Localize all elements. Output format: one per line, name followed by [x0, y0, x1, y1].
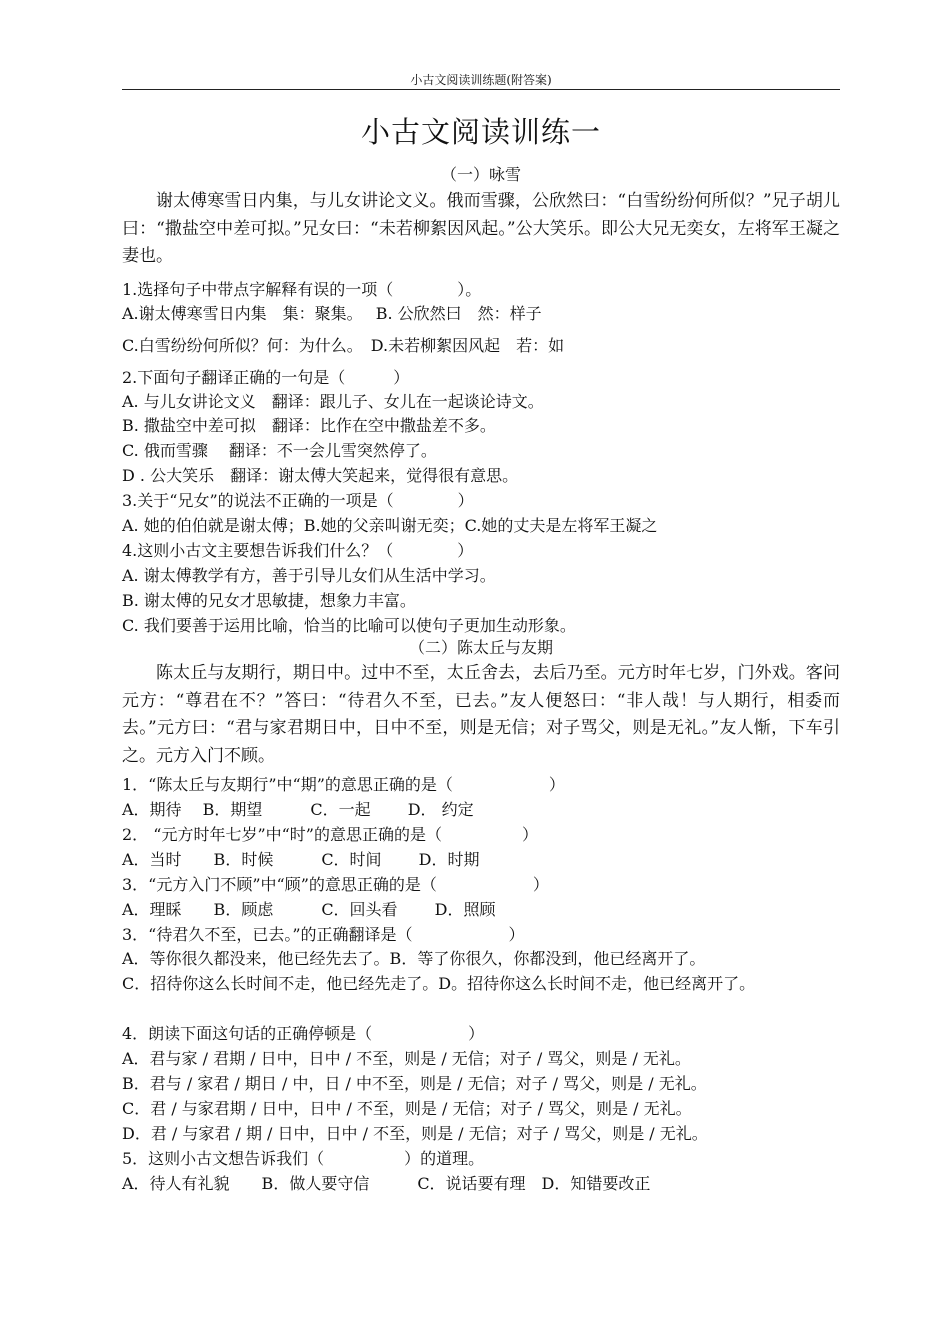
question-line: 4.这则小古文主要想告诉我们什么？（ ） [122, 541, 474, 560]
question-line: 3.关于“兄女”的说法不正确的一项是（ ） [122, 491, 474, 510]
header-divider [122, 89, 840, 90]
question-line: C.白雪纷纷何所似？何：为什么。 D.未若柳絮因风起 若：如 [122, 336, 565, 355]
question-line: 5．这则小古文想告诉我们（ ）的道理。 [122, 1149, 485, 1168]
question-line: 1.选择句子中带点字解释有误的一项（ ）。 [122, 280, 482, 299]
question-line: A．理睬 B．顾虑 C．回头看 D．照顾 [122, 900, 496, 919]
question-line: C. 俄而雪骤 翻译：不一会儿雪突然停了。 [122, 441, 437, 460]
question-line: A．当时 B．时候 C．时间 D．时期 [122, 850, 480, 869]
question-line: B．君与 / 家君 / 期日 / 中，日 / 中不至，则是 / 无信；对子 / 骂父，则是 / 无礼。 [122, 1074, 707, 1093]
section-heading-1: （一）咏雪 [440, 165, 521, 184]
question-line: A. 与儿女讲论文义 翻译：跟儿子、女儿在一起谈论诗文。 [122, 392, 544, 411]
question-line: A. 谢太傅教学有方，善于引导儿女们从生活中学习。 [122, 566, 496, 585]
question-line: D．君 / 与家君 / 期 / 日中，日中 / 不至，则是 / 无信；对子 / 骂父，则是 / 无礼。 [122, 1124, 708, 1143]
question-line: B. 谢太傅的兄女才思敏捷，想象力丰富。 [122, 591, 416, 610]
question-line: 3．“待君久不至，已去。”的正确翻译是（ ） [122, 925, 525, 944]
question-line: C．招待你这么长时间不走，他已经先走了。D。招待你这么长时间不走，他已经离开了。 [122, 974, 756, 993]
question-line: A. 她的伯伯就是谢太傅；B.她的父亲叫谢无奕；C.她的丈夫是左将军王凝之 [122, 516, 658, 535]
question-line: 4．朗读下面这句话的正确停顿是（ ） [122, 1024, 485, 1043]
passage-1: 谢太傅寒雪日内集，与儿女讲论文义。俄而雪骤，公欣然曰：“白雪纷纷何所似？”兄子胡儿曰：“撒盐空中差可拟。”兄女曰：“未若柳絮因风起。”公大笑乐。即公大兄无奕女，左将军王凝之妻也。 [122, 191, 840, 266]
question-line: A．等你很久都没来，他已经先去了。B．等了你很久，你都没到，他已经离开了。 [122, 949, 706, 968]
running-header: 小古文阅读训练题(附答案) [410, 73, 552, 87]
passage-2: 陈太丘与友期行，期日中。过中不至，太丘舍去，去后乃至。元方时年七岁，门外戏。客问元方：“尊君在不？”答曰：“待君久不至，已去。”友人便怒曰：“非人哉！与人期行，相委而去。”元方曰：“君与家君期日中，日中不至，则是无信；对子骂父，则是无礼。”友人惭，下车引之。元方入门不顾。 [122, 663, 840, 766]
question-line: A．期待 B．期望 C．一起 D． 约定 [122, 800, 474, 819]
section-heading-2: （二）陈太丘与友期 [408, 638, 553, 657]
question-line: 1．“陈太丘与友期行”中“期”的意思正确的是（ ） [122, 775, 565, 794]
question-line: 2． “元方时年七岁”中“时”的意思正确的是（ ） [122, 825, 538, 844]
question-line: 3．“元方入门不顾”中“顾”的意思正确的是（ ） [122, 875, 549, 894]
question-line: 2.下面句子翻译正确的一句是（ ） [122, 368, 410, 387]
page-title: 小古文阅读训练一 [360, 115, 601, 149]
question-line: A．君与家 / 君期 / 日中，日中 / 不至，则是 / 无信；对子 / 骂父，则是 / 无礼。 [122, 1049, 691, 1068]
question-line: C．君 / 与家君期 / 日中，日中 / 不至，则是 / 无信；对子 / 骂父，则是 / 无礼。 [122, 1099, 692, 1118]
question-line: C. 我们要善于运用比喻，恰当的比喻可以使句子更加生动形象。 [122, 616, 576, 635]
question-line: A．待人有礼貌 B．做人要守信 C．说话要有理 D．知错要改正 [122, 1174, 651, 1193]
question-line: A.谢太傅寒雪日内集 集：聚集。 B. 公欣然曰 然：样子 [122, 304, 542, 323]
question-line: B. 撒盐空中差可拟 翻译：比作在空中撒盐差不多。 [122, 416, 496, 435]
question-line: D . 公大笑乐 翻译：谢太傅大笑起来，觉得很有意思。 [122, 466, 519, 485]
